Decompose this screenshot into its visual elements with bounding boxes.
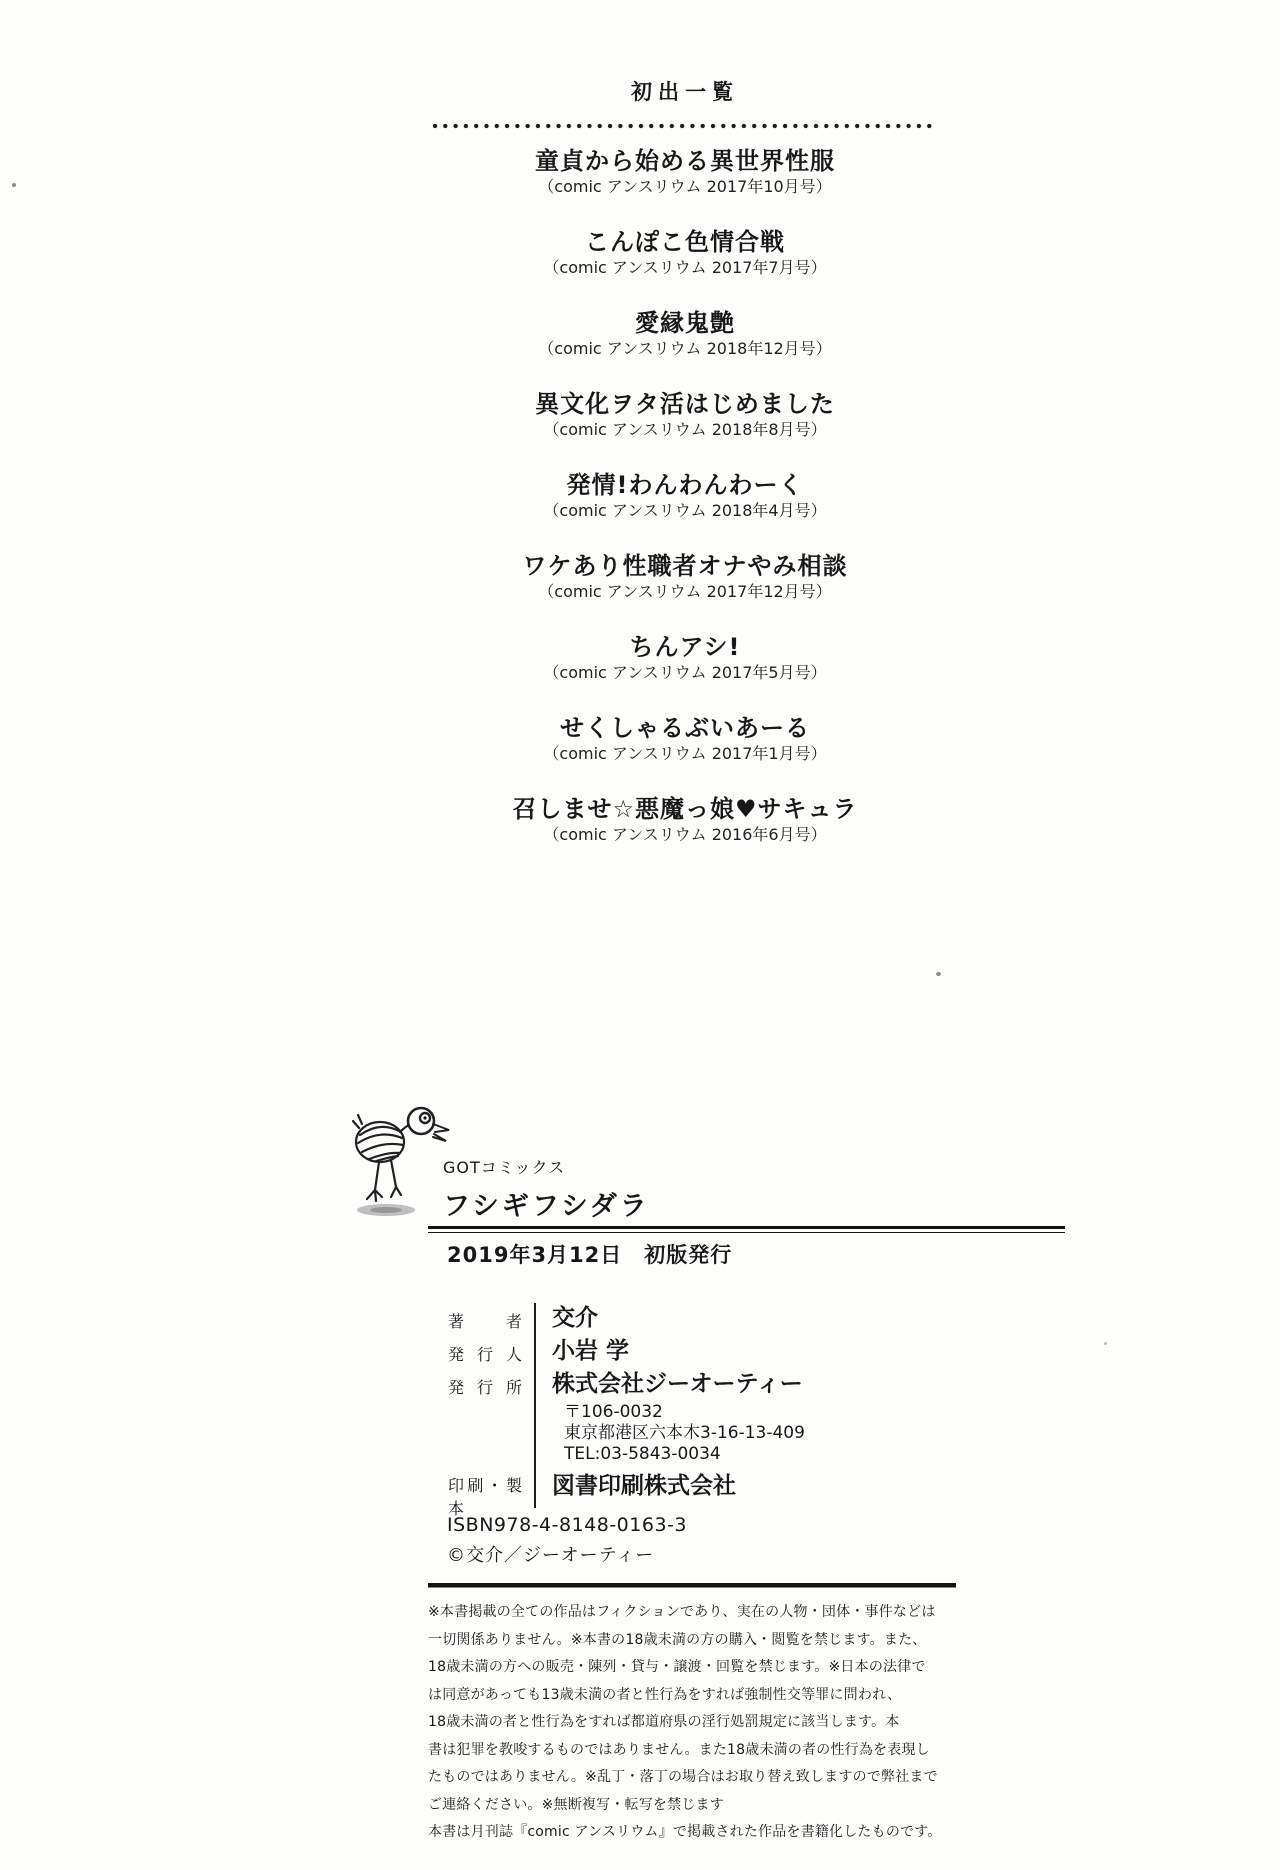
table-row: [448, 1402, 1008, 1467]
work-source: （comic アンスリウム 2018年8月号）: [543, 420, 827, 439]
publication-entry: [400, 634, 970, 682]
book-title: フシギフシダラ: [443, 1191, 650, 1222]
publication-entry: [400, 391, 970, 439]
phone-number: TEL:03-5843-0034: [564, 1444, 721, 1464]
publication-entry: [400, 715, 970, 763]
work-source: （comic アンスリウム 2016年6月号）: [543, 825, 827, 844]
edition-date-line: 2019年3月12日 初版発行: [447, 1243, 733, 1267]
copyright-line: ©交介／ジーオーティー: [447, 1545, 655, 1566]
work-title: 童貞から始める異世界性服: [535, 147, 835, 175]
work-title: ワケあり性職者オナやみ相談: [522, 552, 848, 580]
publication-entry: [400, 229, 970, 277]
disclaimer-line: 18歳未満の方への販売・陳列・貸与・譲渡・回覧を禁じます。※日本の法律で: [428, 1659, 926, 1675]
row-label: 発 行 所: [448, 1378, 522, 1397]
disclaimer-line: ※本書掲載の全ての作品はフィクションであり、実在の人物・団体・事件などは: [428, 1604, 936, 1620]
work-source: （comic アンスリウム 2017年7月号）: [543, 258, 827, 277]
table-row: [448, 1369, 1008, 1402]
work-title: 愛縁鬼艶: [635, 309, 735, 337]
disclaimer-line: ご連絡ください。※無断複写・転写を禁じます: [428, 1796, 724, 1813]
disclaimer-line: たものではありません。※乱丁・落丁の場合はお取り替え致しますので弊社まで: [428, 1769, 938, 1785]
dotted-divider: [432, 123, 934, 129]
row-label-empty: [448, 1402, 522, 1408]
table-row: [448, 1467, 1008, 1519]
publisher-company-value: 株式会社ジーオーティー: [534, 1369, 1008, 1402]
work-title: こんぽこ色情合戦: [585, 228, 785, 256]
printer-value: 図書印刷株式会社: [534, 1467, 1008, 1508]
work-title: ちんアシ!: [629, 633, 741, 661]
disclaimer-line: 本書は月刊誌『comic アンスリウム』で掲載された作品を書籍化したものです。: [428, 1824, 942, 1840]
publisher-person-value: 小岩 学: [534, 1336, 1008, 1369]
row-label: 印刷・製本: [448, 1476, 522, 1518]
author-value: 交介: [534, 1303, 1008, 1336]
disclaimer-line: 一切関係ありません。※本書の18歳未満の方の購入・閲覧を禁じます。また、: [428, 1631, 927, 1648]
row-label: 発 行 人: [448, 1345, 522, 1364]
publication-entry: [400, 148, 970, 196]
title-rule: [428, 1226, 1065, 1233]
bird-doodle-logo: [350, 1104, 450, 1222]
scan-speck: [1104, 1342, 1107, 1345]
work-title: 異文化ヲタ活はじめました: [535, 390, 835, 418]
publication-entry: [400, 553, 970, 601]
work-title: 発情!わんわんわーく: [566, 471, 804, 499]
disclaimer-line: 18歳未満の者と性行為をすれば都道府県の淫行処罰規定に該当します。本: [428, 1714, 900, 1730]
disclaimer-block: [428, 1583, 956, 1847]
colophon-table: [448, 1303, 1008, 1519]
table-row: [448, 1303, 1008, 1336]
publication-entry: [400, 310, 970, 358]
table-row: [448, 1336, 1008, 1369]
work-source: （comic アンスリウム 2017年1月号）: [543, 744, 827, 763]
work-source: （comic アンスリウム 2018年4月号）: [543, 501, 827, 520]
publisher-address: [534, 1402, 1008, 1467]
work-title: 召しませ☆悪魔っ娘♥サキュラ: [512, 795, 858, 823]
publication-entry: [400, 472, 970, 520]
scan-speck: [12, 183, 16, 187]
publication-list-heading: 初出一覧: [631, 80, 739, 104]
disclaimer-line: は同意があっても13歳未満の者と性行為をすれば強制性交等罪に問われ、: [428, 1686, 902, 1703]
publication-list: [400, 148, 970, 877]
scan-speck: [936, 972, 941, 976]
row-label: 著 者: [448, 1312, 522, 1331]
street-address: 東京都港区六本木3-16-13-409: [564, 1423, 805, 1443]
work-title: せくしゃるぶいあーる: [560, 714, 810, 742]
postal-code: 〒106-0032: [564, 1402, 663, 1422]
work-source: （comic アンスリウム 2017年12月号）: [538, 582, 832, 601]
disclaimer-line: 書は犯罪を教唆するものではありません。また18歳未満の者の性行為を表現し: [428, 1741, 930, 1758]
imprint-label: GOTコミックス: [443, 1158, 566, 1177]
work-source: （comic アンスリウム 2018年12月号）: [538, 339, 832, 358]
work-source: （comic アンスリウム 2017年5月号）: [543, 663, 827, 682]
publication-entry: [400, 796, 970, 844]
work-source: （comic アンスリウム 2017年10月号）: [538, 177, 832, 196]
isbn-number: ISBN978-4-8148-0163-3: [447, 1514, 687, 1536]
